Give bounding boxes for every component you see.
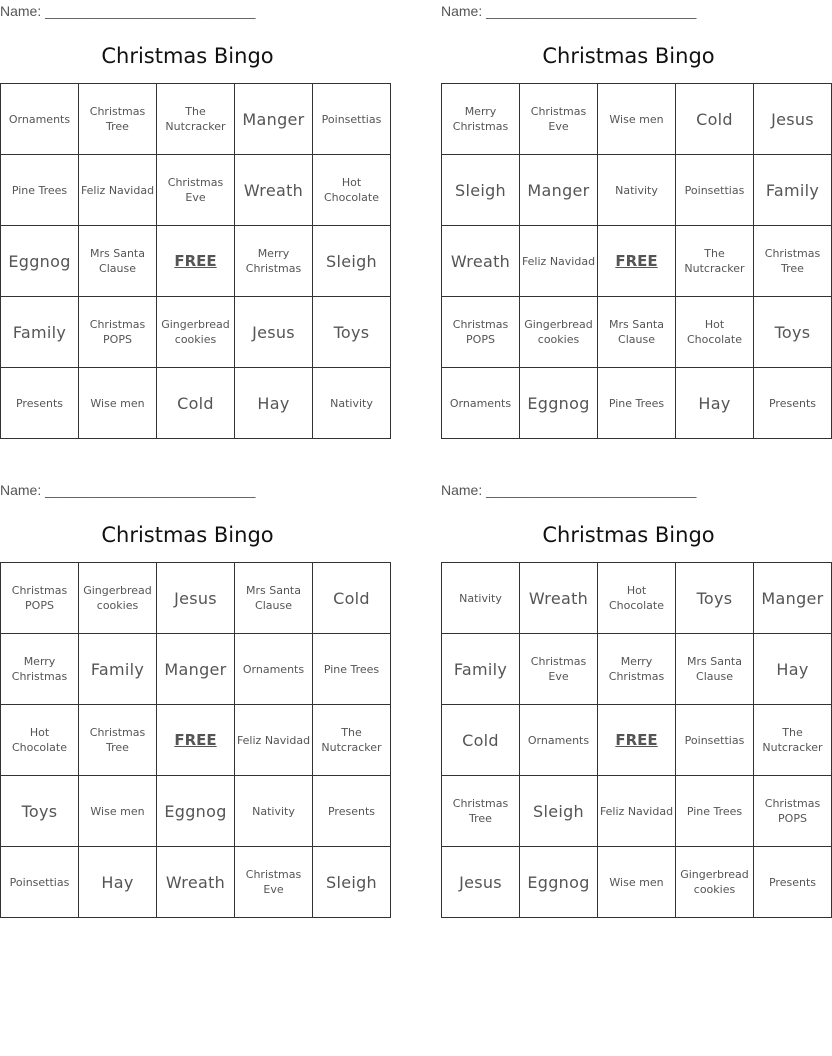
bingo-cell: Nativity xyxy=(313,368,391,439)
bingo-cell: Christmas Eve xyxy=(235,847,313,918)
bingo-row xyxy=(442,776,832,847)
bingo-cell: Family xyxy=(442,634,520,705)
bingo-row xyxy=(442,563,832,634)
card-title: Christmas Bingo xyxy=(542,523,715,547)
bingo-cell: Family xyxy=(79,634,157,705)
bingo-cell: Jesus xyxy=(157,563,235,634)
bingo-cell: Poinsettias xyxy=(313,84,391,155)
bingo-cell: Hot Chocolate xyxy=(1,705,79,776)
bingo-cell: Jesus xyxy=(235,297,313,368)
bingo-cell: Toys xyxy=(1,776,79,847)
bingo-cell: Mrs Santa Clause xyxy=(235,563,313,634)
bingo-cell: Mrs Santa Clause xyxy=(598,297,676,368)
bingo-cell: Wise men xyxy=(79,368,157,439)
bingo-cell: Hot Chocolate xyxy=(598,563,676,634)
bingo-cell: Christmas Eve xyxy=(520,84,598,155)
bingo-cell: Sleigh xyxy=(313,226,391,297)
bingo-cell: Hay xyxy=(754,634,832,705)
bingo-cell: Feliz Navidad xyxy=(520,226,598,297)
bingo-cell: Feliz Navidad xyxy=(235,705,313,776)
bingo-cell: Feliz Navidad xyxy=(598,776,676,847)
bingo-cell: Wise men xyxy=(79,776,157,847)
bingo-cell: Toys xyxy=(754,297,832,368)
bingo-cell: Toys xyxy=(676,563,754,634)
bingo-cell: Cold xyxy=(157,368,235,439)
bingo-row xyxy=(442,226,832,297)
bingo-cell: Merry Christmas xyxy=(442,84,520,155)
bingo-cell: Feliz Navidad xyxy=(79,155,157,226)
bingo-cell: Wreath xyxy=(235,155,313,226)
bingo-cell: Eggnog xyxy=(520,368,598,439)
bingo-cell: Christmas POPS xyxy=(442,297,520,368)
bingo-row xyxy=(1,368,391,439)
free-space-cell: FREE xyxy=(157,226,235,297)
bingo-cell: Christmas POPS xyxy=(1,563,79,634)
bingo-cell: Pine Trees xyxy=(598,368,676,439)
bingo-cell: Wise men xyxy=(598,84,676,155)
bingo-cell: Hot Chocolate xyxy=(313,155,391,226)
bingo-cell: Toys xyxy=(313,297,391,368)
bingo-cell: The Nutcracker xyxy=(157,84,235,155)
bingo-row xyxy=(442,705,832,776)
bingo-cell: Sleigh xyxy=(520,776,598,847)
bingo-cell: The Nutcracker xyxy=(313,705,391,776)
bingo-cell: Nativity xyxy=(598,155,676,226)
bingo-cell: Ornaments xyxy=(520,705,598,776)
bingo-row xyxy=(442,634,832,705)
bingo-cell: Merry Christmas xyxy=(235,226,313,297)
bingo-row xyxy=(1,847,391,918)
bingo-row xyxy=(442,847,832,918)
bingo-cell: Eggnog xyxy=(157,776,235,847)
free-space-cell: FREE xyxy=(598,705,676,776)
card-title: Christmas Bingo xyxy=(542,44,715,68)
bingo-cell: Sleigh xyxy=(313,847,391,918)
bingo-cell: Manger xyxy=(157,634,235,705)
bingo-row xyxy=(1,297,391,368)
bingo-cell: Christmas Eve xyxy=(520,634,598,705)
bingo-cell: Manger xyxy=(235,84,313,155)
bingo-cell: Merry Christmas xyxy=(1,634,79,705)
bingo-cell: Mrs Santa Clause xyxy=(676,634,754,705)
bingo-cell: Nativity xyxy=(235,776,313,847)
bingo-cell: Merry Christmas xyxy=(598,634,676,705)
bingo-cell: Jesus xyxy=(442,847,520,918)
bingo-cell: Christmas Tree xyxy=(79,84,157,155)
bingo-row xyxy=(1,705,391,776)
bingo-grid xyxy=(0,562,391,918)
bingo-cell: Christmas Eve xyxy=(157,155,235,226)
bingo-cell: Christmas Tree xyxy=(442,776,520,847)
bingo-cell: Presents xyxy=(754,368,832,439)
bingo-cell: Presents xyxy=(754,847,832,918)
bingo-cell: Pine Trees xyxy=(1,155,79,226)
bingo-cell: Christmas Tree xyxy=(79,705,157,776)
bingo-cell: Christmas POPS xyxy=(754,776,832,847)
bingo-grid xyxy=(0,83,391,439)
bingo-cell: Ornaments xyxy=(1,84,79,155)
bingo-cell: Gingerbread cookies xyxy=(157,297,235,368)
bingo-cell: Cold xyxy=(676,84,754,155)
bingo-cell: Wreath xyxy=(442,226,520,297)
bingo-cell: Christmas Tree xyxy=(754,226,832,297)
bingo-cell: Poinsettias xyxy=(1,847,79,918)
bingo-cell: The Nutcracker xyxy=(754,705,832,776)
bingo-cell: Gingerbread cookies xyxy=(520,297,598,368)
bingo-row xyxy=(442,368,832,439)
bingo-cell: Hay xyxy=(235,368,313,439)
bingo-cell: Manger xyxy=(754,563,832,634)
bingo-cell: Poinsettias xyxy=(676,155,754,226)
bingo-grid xyxy=(441,83,832,439)
bingo-cell: Presents xyxy=(313,776,391,847)
bingo-row xyxy=(1,776,391,847)
bingo-cell: Nativity xyxy=(442,563,520,634)
bingo-row xyxy=(442,84,832,155)
name-field-label: Name: ___________________________ xyxy=(0,3,256,19)
bingo-row xyxy=(1,226,391,297)
bingo-cell: Family xyxy=(754,155,832,226)
bingo-cell: Christmas POPS xyxy=(79,297,157,368)
bingo-cell: Hay xyxy=(676,368,754,439)
bingo-cell: Jesus xyxy=(754,84,832,155)
bingo-cell: Cold xyxy=(442,705,520,776)
free-space-cell: FREE xyxy=(157,705,235,776)
bingo-cell: Ornaments xyxy=(442,368,520,439)
bingo-cell: Wise men xyxy=(598,847,676,918)
card-title: Christmas Bingo xyxy=(101,523,274,547)
bingo-row xyxy=(1,155,391,226)
bingo-row xyxy=(442,155,832,226)
bingo-cell: Cold xyxy=(313,563,391,634)
bingo-cell: Presents xyxy=(1,368,79,439)
bingo-cell: Eggnog xyxy=(1,226,79,297)
bingo-row xyxy=(1,634,391,705)
free-space-cell: FREE xyxy=(598,226,676,297)
name-field-label: Name: ___________________________ xyxy=(441,482,697,498)
bingo-grid xyxy=(441,562,832,918)
bingo-cell: Hot Chocolate xyxy=(676,297,754,368)
name-field-label: Name: ___________________________ xyxy=(441,3,697,19)
bingo-cell: The Nutcracker xyxy=(676,226,754,297)
bingo-row xyxy=(1,84,391,155)
card-title: Christmas Bingo xyxy=(101,44,274,68)
bingo-cell: Mrs Santa Clause xyxy=(79,226,157,297)
bingo-cell: Pine Trees xyxy=(313,634,391,705)
bingo-cell: Wreath xyxy=(157,847,235,918)
bingo-cell: Poinsettias xyxy=(676,705,754,776)
bingo-cell: Eggnog xyxy=(520,847,598,918)
bingo-cell: Pine Trees xyxy=(676,776,754,847)
bingo-row xyxy=(1,563,391,634)
bingo-cell: Sleigh xyxy=(442,155,520,226)
bingo-cell: Gingerbread cookies xyxy=(676,847,754,918)
bingo-row xyxy=(442,297,832,368)
bingo-cell: Family xyxy=(1,297,79,368)
bingo-cell: Manger xyxy=(520,155,598,226)
name-field-label: Name: ___________________________ xyxy=(0,482,256,498)
bingo-cell: Ornaments xyxy=(235,634,313,705)
bingo-cell: Wreath xyxy=(520,563,598,634)
bingo-cell: Hay xyxy=(79,847,157,918)
bingo-cell: Gingerbread cookies xyxy=(79,563,157,634)
